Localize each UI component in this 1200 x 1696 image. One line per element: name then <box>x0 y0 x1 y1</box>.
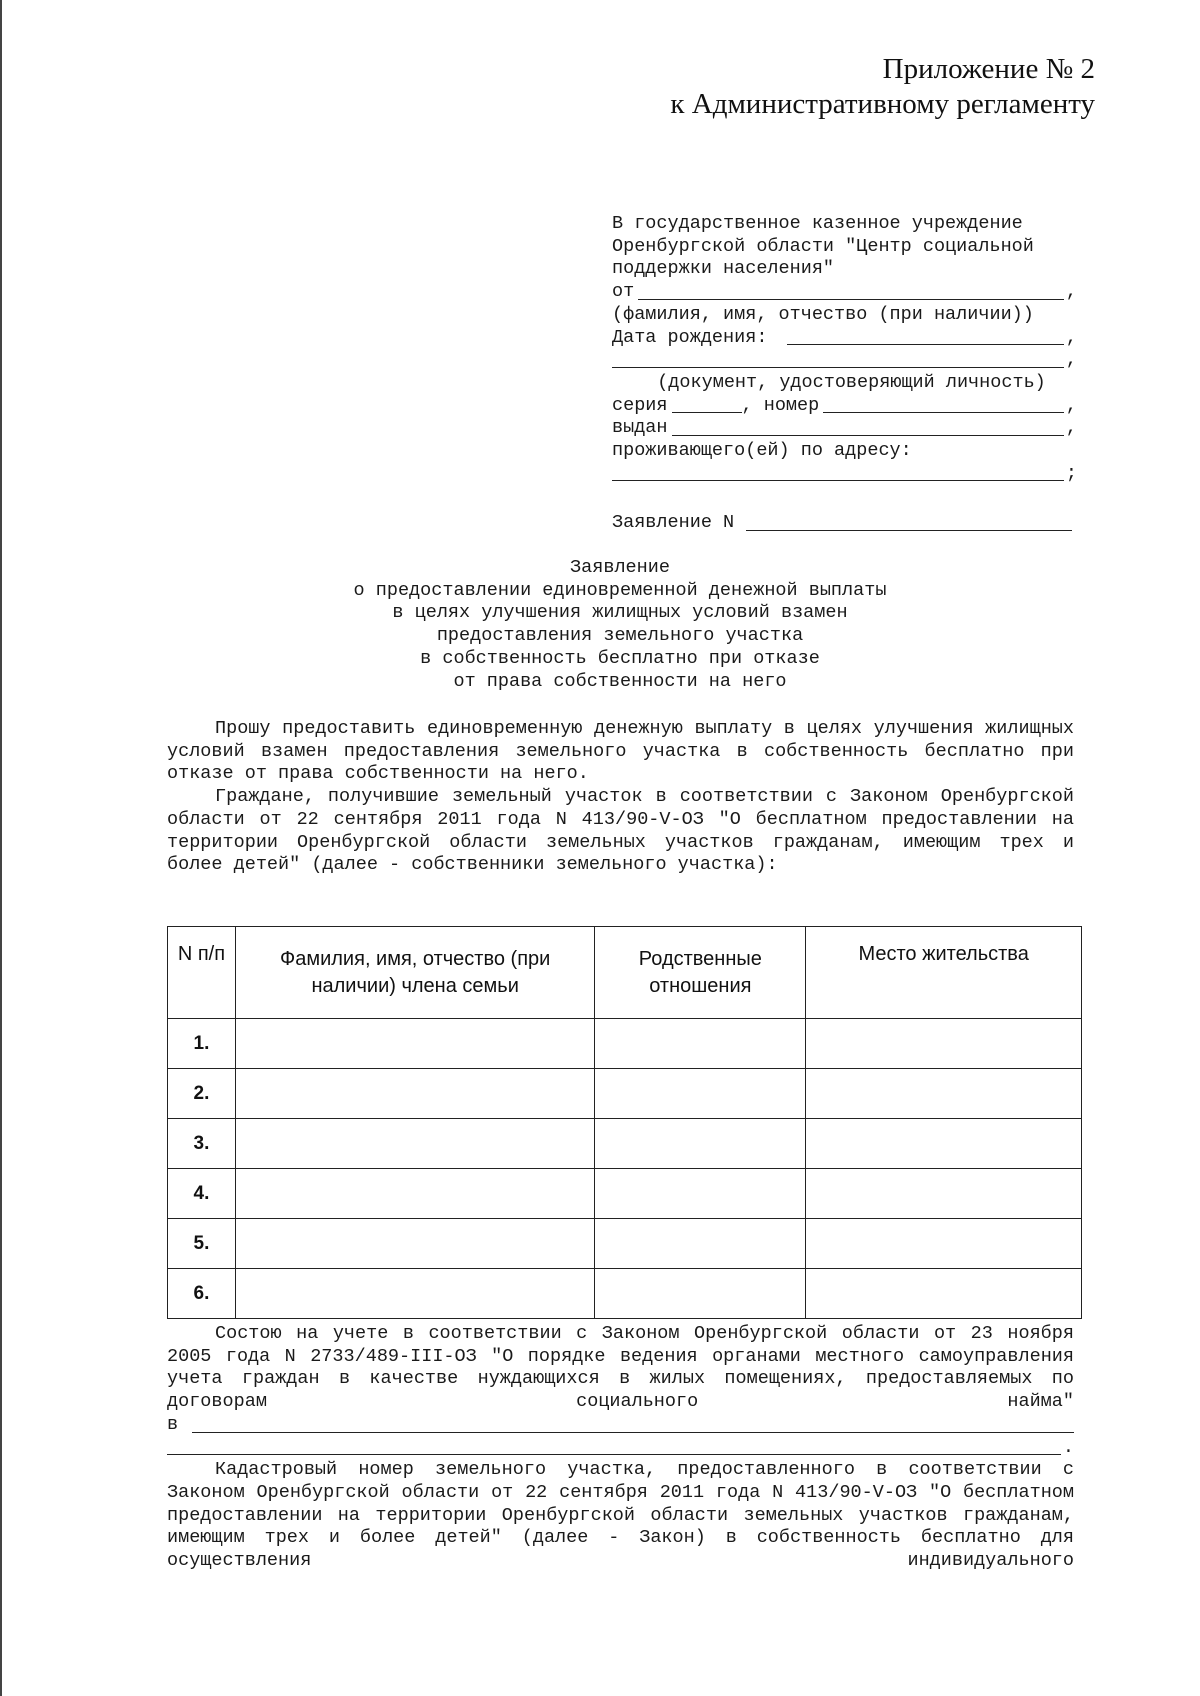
column-header-fio: Фамилия, имя, отчество (при наличии) члена семьи <box>235 927 595 1019</box>
birth-date-field[interactable] <box>787 327 1063 345</box>
relationship-cell[interactable] <box>595 1169 806 1219</box>
request-paragraph: Прошу предоставить единовременную денежную выплату в целях улучшения жилищных условий взамен предоставления земельного участка в собственность бесплатно при отказе от права собственности на него. <box>167 718 1074 785</box>
statement-number-field[interactable] <box>746 513 1072 531</box>
relationship-cell[interactable] <box>595 1119 806 1169</box>
address-field[interactable] <box>612 463 1064 481</box>
title-line-3: в целях улучшения жилищных условий взамен <box>392 602 848 624</box>
fio-cell[interactable] <box>235 1019 595 1069</box>
document-caption: (документ, удостоверяющий личность) <box>657 371 1046 393</box>
issued-row <box>612 417 1077 440</box>
series-label: серия <box>612 394 668 416</box>
birth-comma: , <box>1065 326 1077 348</box>
issued-field[interactable] <box>672 418 1064 436</box>
document-row <box>612 349 1077 372</box>
table-row <box>168 1069 1082 1119</box>
issued-comma: , <box>1065 417 1077 439</box>
owners-paragraph: Граждане, получившие земельный участок в соответствии с Законом Оренбургской области от 22 сентября 2011 года N 413/90-V-ОЗ "О бесплатном предоставлении на территории Оренбургской области земельных участков гражданам, имеющим трех и более детей" (далее - собственники земельного участка): <box>167 786 1074 876</box>
addressee-line-3: поддержки населения" <box>612 258 835 280</box>
issued-label: выдан <box>612 417 668 439</box>
row-number: 2. <box>168 1069 236 1119</box>
birth-row <box>612 327 1077 350</box>
birth-gap <box>771 328 779 345</box>
title-line-2: о предоставлении единовременной денежной выплаты <box>353 579 887 601</box>
column-header-relationship: Родственные отношения <box>595 927 806 1019</box>
table-row <box>168 1119 1082 1169</box>
registration-place-field[interactable] <box>192 1415 1074 1433</box>
registration-in-label: в <box>167 1413 179 1435</box>
row-number: 4. <box>168 1169 236 1219</box>
appendix-number: Приложение № 2 <box>882 53 1095 85</box>
fio-cell[interactable] <box>235 1119 595 1169</box>
address-semicolon: ; <box>1065 462 1077 484</box>
residence-cell[interactable] <box>806 1069 1082 1119</box>
appendix-reference: к Административному регламенту <box>670 88 1095 120</box>
birth-label: Дата рождения: <box>612 326 768 348</box>
title-line-5: в собственность бесплатно при отказе <box>420 647 820 669</box>
request-body <box>167 718 1074 877</box>
registration-place-row-2 <box>167 1437 1074 1460</box>
fio-cell[interactable] <box>235 1219 595 1269</box>
residence-cell[interactable] <box>806 1269 1082 1319</box>
relationship-cell[interactable] <box>595 1269 806 1319</box>
from-label: от <box>612 281 635 303</box>
fio-cell[interactable] <box>235 1269 595 1319</box>
series-field[interactable] <box>672 395 742 413</box>
column-header-residence: Место жительства <box>806 927 1082 1019</box>
row-number: 1. <box>168 1019 236 1069</box>
table-row <box>168 1269 1082 1319</box>
addressee-line-2: Оренбургской области "Центр социальной <box>612 235 1034 257</box>
row-number: 6. <box>168 1269 236 1319</box>
address-row <box>612 463 1077 486</box>
appendix-header <box>670 52 1095 122</box>
from-row <box>612 281 1077 304</box>
residence-cell[interactable] <box>806 1119 1082 1169</box>
from-comma: , <box>1065 281 1077 303</box>
registration-period: . <box>1062 1436 1074 1458</box>
number-label: , номер <box>741 394 820 416</box>
title-line-1: Заявление <box>570 557 670 578</box>
page-left-edge <box>0 0 2 1696</box>
relationship-cell[interactable] <box>595 1069 806 1119</box>
table-row <box>168 1219 1082 1269</box>
statement-title <box>160 557 1080 693</box>
table-row <box>168 1019 1082 1069</box>
title-line-6: от права собственности на него <box>453 670 787 692</box>
relationship-cell[interactable] <box>595 1219 806 1269</box>
cadastral-paragraph: Кадастровый номер земельного участка, предоставленного в соответствии с Законом Оренбургской области от 22 сентября 2011 года N 413/90-V-ОЗ "О бесплатном предоставлении на территории Оренбургской области земельных участков гражданам, имеющим трех и более детей" (далее - Закон) в собственность бесплатно для осуществления индивидуального <box>167 1459 1074 1572</box>
number-comma: , <box>1065 394 1077 416</box>
fio-field[interactable] <box>638 282 1064 300</box>
registration-place-field-2[interactable] <box>167 1437 1061 1455</box>
table-header-row <box>168 927 1082 1019</box>
statement-number-row <box>612 512 1072 535</box>
fio-cell[interactable] <box>235 1069 595 1119</box>
registration-place-row <box>167 1414 1074 1437</box>
row-number: 3. <box>168 1119 236 1169</box>
family-members-table <box>167 926 1082 1319</box>
addressee-block <box>612 213 1077 485</box>
residence-cell[interactable] <box>806 1169 1082 1219</box>
document-comma: , <box>1065 349 1077 371</box>
fio-cell[interactable] <box>235 1169 595 1219</box>
registration-paragraph: Состою на учете в соответствии с Законом Оренбургской области от 23 ноября 2005 года N 2733/489-III-ОЗ "О порядке ведения органами местного самоуправления учета граждан в качестве нуждающихся в жилых помещениях, предоставляемых по договорам социального найма" <box>167 1323 1074 1413</box>
registration-section <box>167 1323 1074 1573</box>
column-header-number: N п/п <box>168 927 236 1019</box>
number-field[interactable] <box>823 395 1064 413</box>
address-label: проживающего(ей) по адресу: <box>612 440 912 462</box>
row-number: 5. <box>168 1219 236 1269</box>
document-field[interactable] <box>612 350 1064 368</box>
residence-cell[interactable] <box>806 1019 1082 1069</box>
series-row <box>612 395 1077 418</box>
residence-cell[interactable] <box>806 1219 1082 1269</box>
title-line-4: предоставления земельного участка <box>436 625 804 647</box>
statement-number-label: Заявление N <box>612 512 735 533</box>
relationship-cell[interactable] <box>595 1019 806 1069</box>
table-row <box>168 1169 1082 1219</box>
fio-caption: (фамилия, имя, отчество (при наличии)) <box>612 303 1034 325</box>
addressee-line-1: В государственное казенное учреждение <box>612 213 1023 234</box>
